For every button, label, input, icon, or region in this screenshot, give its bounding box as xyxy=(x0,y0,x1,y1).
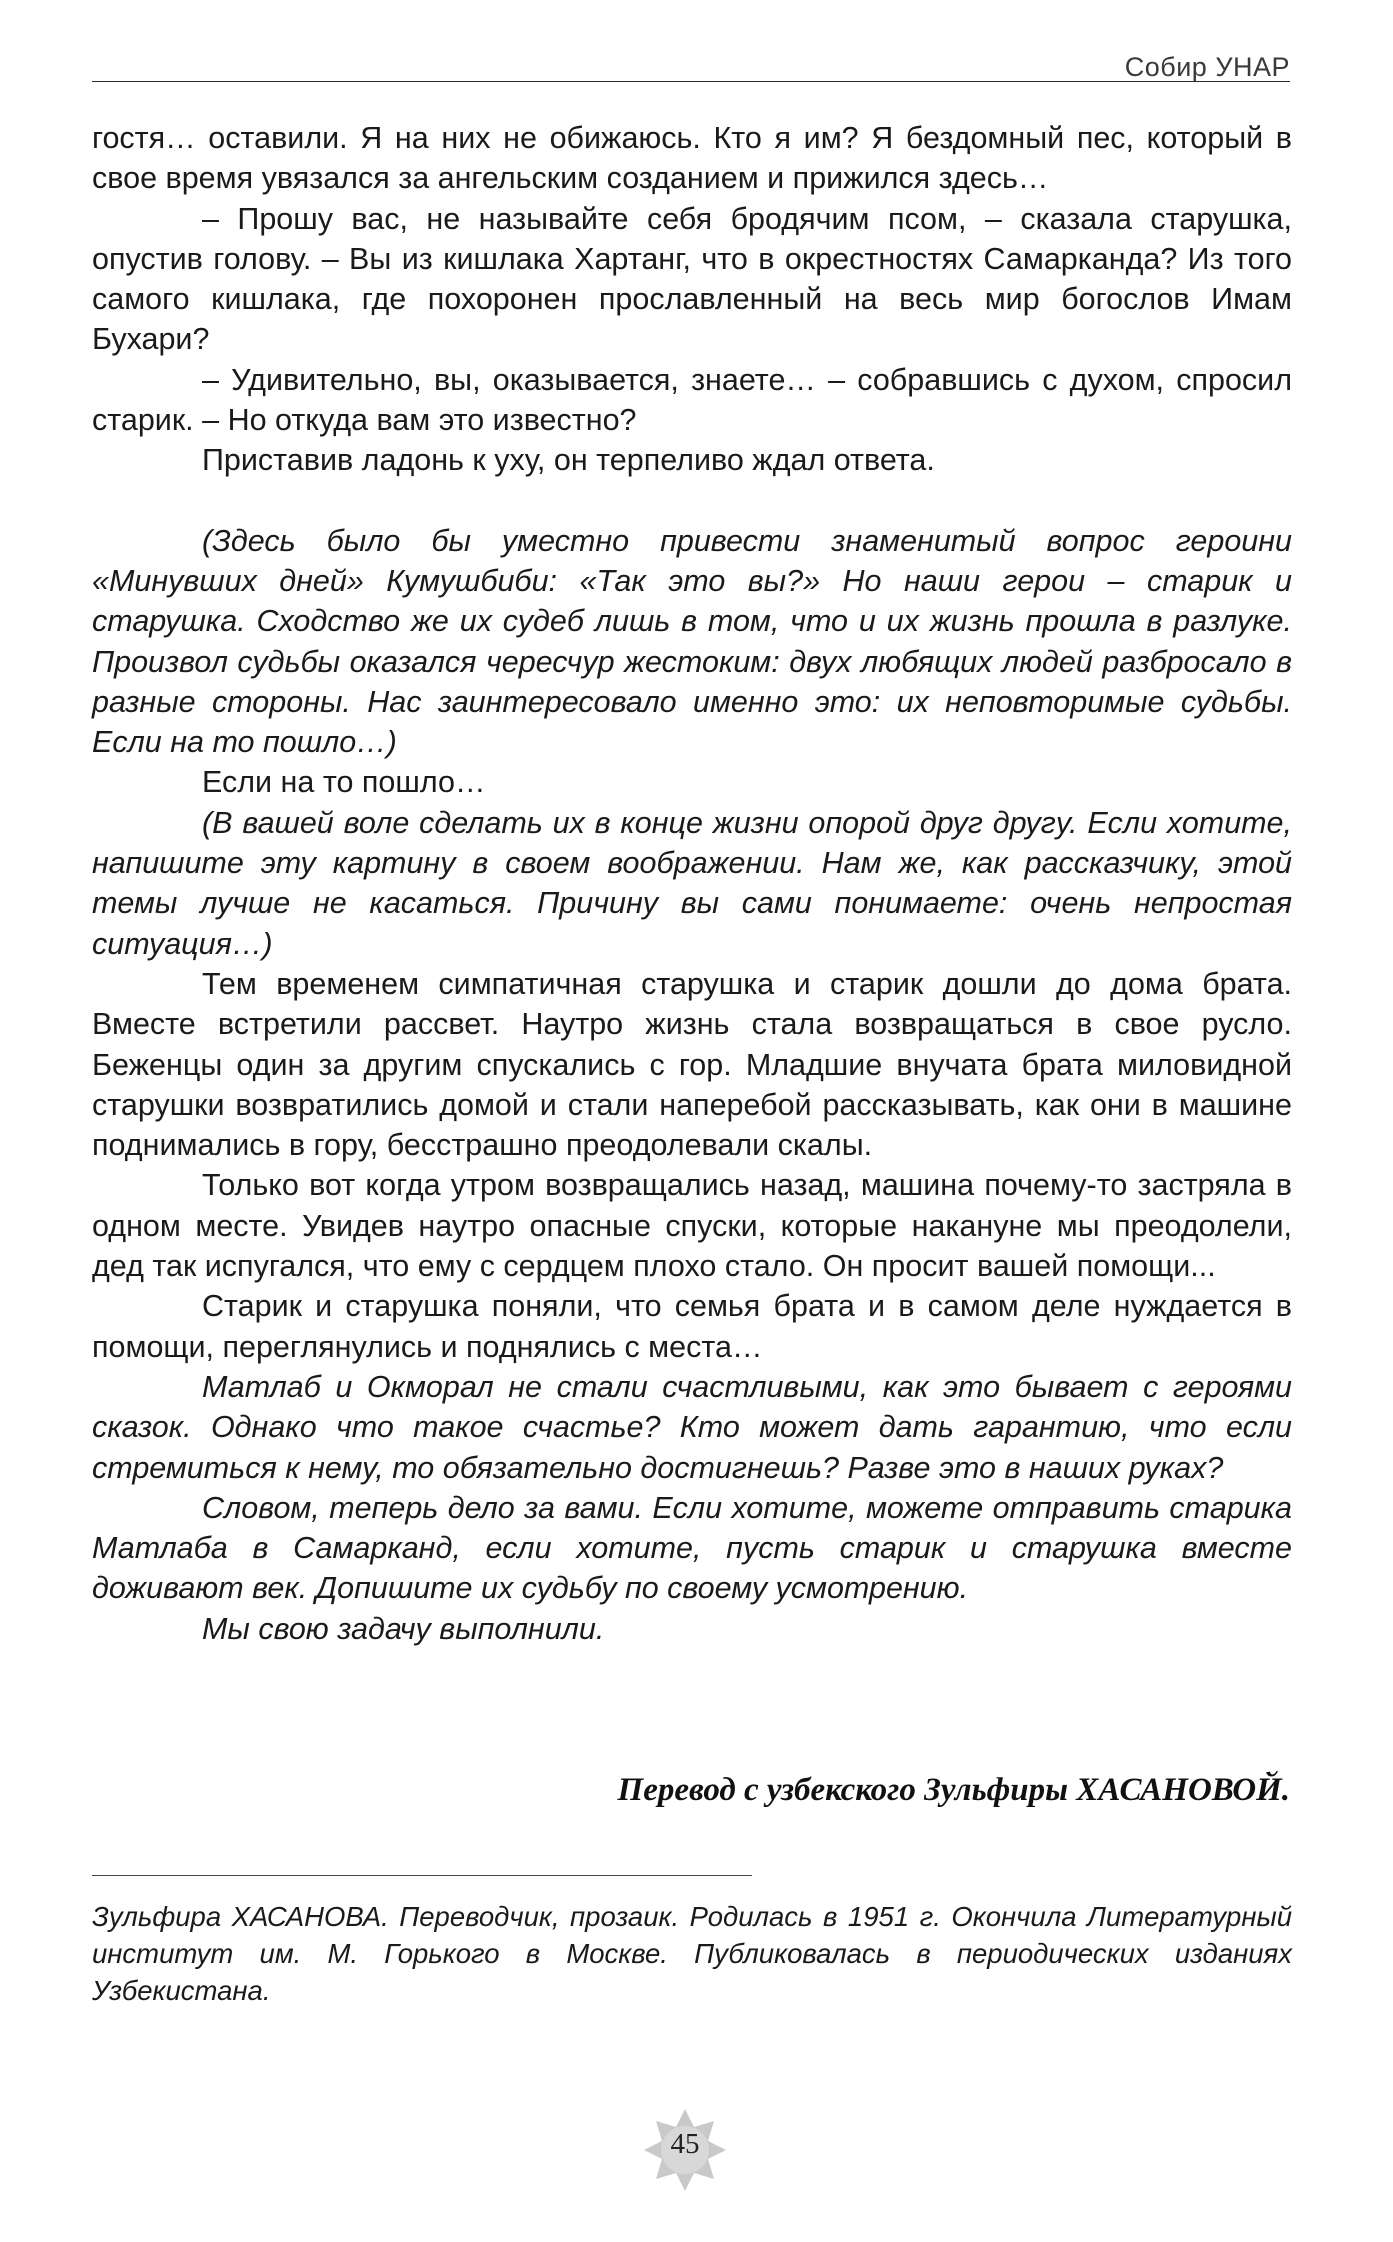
paragraph: – Прошу вас, не называйте себя бродячим псом, – сказала старушка, опустив голову. – Вы из кишлака Хартанг, что в окрестностях Самарканда? Из того самого кишлака, где похоронен прославленный на весь мир богослов Имам Бухари? xyxy=(92,201,1292,357)
main-text xyxy=(92,118,1292,1649)
italic-paragraph: (Здесь было бы уместно привести знаменитый вопрос героини «Минувших дней» Кумушбиби: «Так это вы?» Но наши герои – старик и старушка. Сходство же их судеб лишь в том, что и их жизнь прошла в разлуке. Произвол судьбы оказался чересчур жестоким: двух любящих людей разбросало в разные стороны. Нас заинтересовало именно это: их неповторимые судьбы. Если на то пошло…) xyxy=(92,523,1292,760)
paragraph: Тем временем симпатичная старушка и старик дошли до дома брата. Вместе встретили рассвет. Наутро жизнь стала возвращаться в свое русло. Беженцы один за другим спускались с гор. Младшие внучата брата миловидной старушки возвратились домой и стали наперебой рассказывать, как они в машине поднимались в гору, бесстрашно преодолевали скалы. xyxy=(92,966,1292,1163)
translator-signature: Перевод с узбекского Зульфиры ХАСАНОВОЙ. xyxy=(617,1772,1290,1808)
page-number: 45 xyxy=(670,2128,700,2160)
italic-paragraph: Словом, теперь дело за вами. Если хотите, можете отправить старика Матлаба в Самарканд, если хотите, пусть старик и старушка вместе доживают век. Допишите их судьбу по своему усмотрению. xyxy=(92,1490,1292,1606)
running-header: Собир УНАР xyxy=(1124,52,1290,82)
italic-paragraph: (В вашей воле сделать их в конце жизни опорой друг другу. Если хотите, напишите эту картину в своем воображении. Нам же, как рассказчику, этой темы лучше не касаться. Причину вы сами понимаете: очень непростая ситуация…) xyxy=(92,805,1292,961)
paragraph: Только вот когда утром возвращались назад, машина почему-то застряла в одном месте. Увидев наутро опасные спуски, которые накануне мы преодолели, дед так испугался, что ему с сердцем плохо стало. Он просит вашей помощи... xyxy=(92,1168,1292,1284)
header-rule xyxy=(92,81,1290,82)
footnote-rule xyxy=(92,1875,752,1876)
footnote: Зульфира ХАСАНОВА. Переводчик, прозаик. Родилась в 1951 г. Окончила Литературный институт им. М. Горького в Москве. Публиковалась в периодических изданиях Узбекистана. xyxy=(92,1901,1292,2006)
paragraph: гостя… оставили. Я на них не обижаюсь. Кто я им? Я бездомный пес, который в свое время увязался за ангельским созданием и прижился здесь… xyxy=(92,121,1292,196)
paragraph: – Удивительно, вы, оказывается, знаете… – собравшись с духом, спросил старик. – Но откуда вам это известно? xyxy=(92,362,1292,438)
italic-paragraph: Мы свою задачу выполнили. xyxy=(202,1611,605,1646)
paragraph: Приставив ладонь к уху, он терпеливо ждал ответа. xyxy=(202,443,935,478)
italic-paragraph: Матлаб и Окморал не стали счастливыми, как это бывает с героями сказок. Однако что такое счастье? Кто может дать гарантию, что если стремиться к нему, то обязательно достигнешь? Разве это в наших руках? xyxy=(92,1369,1292,1485)
paragraph: Старик и старушка поняли, что семья брата и в самом деле нуждается в помощи, переглянулись и поднялись с места… xyxy=(92,1289,1292,1364)
paragraph: Если на то пошло… xyxy=(202,765,486,800)
